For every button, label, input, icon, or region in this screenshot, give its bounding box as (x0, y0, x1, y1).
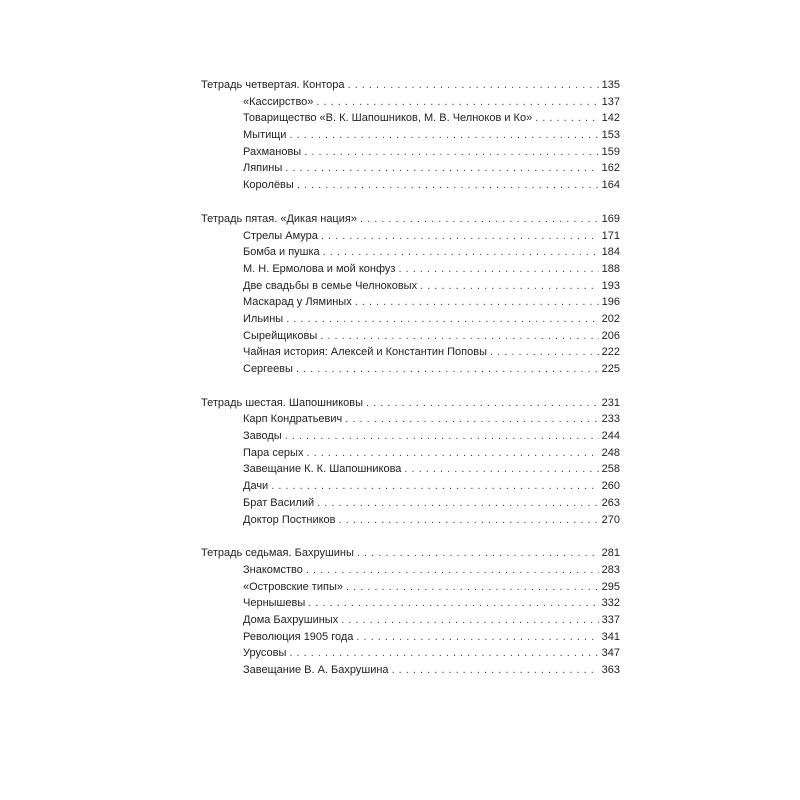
dot-leader (398, 261, 598, 278)
page-number: 337 (601, 613, 620, 626)
entry-title: Завещание В. А. Бахрушина (243, 664, 389, 676)
toc-section-heading (201, 545, 620, 562)
entry-title: Завещание К. К. Шапошникова (243, 463, 402, 476)
toc-entry (201, 411, 620, 428)
dot-leader (289, 645, 598, 662)
dot-leader (355, 294, 599, 311)
dot-leader (297, 177, 599, 194)
page-number: 188 (601, 262, 620, 275)
toc-entry (201, 595, 620, 612)
page-number: 169 (601, 212, 620, 225)
toc-entry (201, 127, 620, 144)
entry-title: «Кассирство» (243, 95, 314, 108)
toc-entry (201, 311, 620, 328)
dot-leader (296, 361, 599, 378)
page-number: 142 (601, 112, 620, 125)
entry-title: Пара серых (243, 446, 304, 459)
page-number: 206 (601, 329, 620, 342)
toc-section-heading (201, 395, 620, 412)
page-number: 222 (601, 346, 620, 359)
toc-entry (201, 228, 620, 245)
dot-leader (348, 77, 599, 94)
toc-entry (201, 361, 620, 378)
dot-leader (339, 512, 599, 529)
dot-leader (341, 612, 598, 629)
entry-title: Стрелы Амура (243, 229, 318, 242)
dot-leader (366, 395, 599, 412)
dot-leader (286, 311, 598, 328)
entry-title: Ляпины (243, 162, 283, 175)
page-number: 184 (601, 246, 620, 259)
entry-title: Брат Василий (243, 496, 315, 509)
entry-title: Тетрадь шестая. Шапошниковы (201, 396, 363, 409)
toc-entry (201, 478, 620, 495)
toc-entry (201, 328, 620, 345)
page-number: 231 (601, 396, 620, 409)
entry-title: Сергеевы (243, 363, 293, 375)
entry-title: Рахмановы (243, 145, 302, 158)
page-number: 244 (601, 430, 620, 443)
dot-leader (321, 228, 599, 245)
dot-leader (306, 562, 599, 579)
dot-leader (308, 595, 598, 612)
dot-leader (404, 461, 598, 478)
dot-leader (535, 110, 598, 127)
toc-entry (201, 94, 620, 111)
entry-title: Мытищи (243, 129, 287, 142)
dot-leader (420, 278, 599, 295)
page-number: 225 (601, 363, 620, 375)
entry-title: Дома Бахрушиных (243, 613, 339, 626)
page-number: 153 (601, 129, 620, 142)
dot-leader (392, 662, 599, 679)
page-number: 162 (601, 162, 620, 175)
toc-entry (201, 562, 620, 579)
toc-section-heading (201, 211, 620, 228)
toc-entry (201, 110, 620, 127)
toc-entry (201, 261, 620, 278)
page-number: 295 (601, 580, 620, 593)
entry-title: Тетрадь седьмая. Бахрушины (201, 547, 354, 560)
toc-section (201, 545, 620, 679)
dot-leader (317, 495, 599, 512)
page-number: 332 (601, 597, 620, 610)
entry-title: Чайная история: Алексей и Константин Поповы (243, 346, 488, 359)
toc-entry (201, 344, 620, 361)
entry-title: Карп Кондратьевич (243, 413, 343, 426)
dot-leader (357, 545, 599, 562)
page-number: 159 (601, 145, 620, 158)
dot-leader (289, 127, 598, 144)
page-number: 363 (601, 664, 620, 676)
toc-entry (201, 495, 620, 512)
toc-entry (201, 244, 620, 261)
entry-title: Ильины (243, 312, 284, 325)
page-number: 341 (601, 630, 620, 643)
entry-title: Дачи (243, 480, 269, 493)
entry-title: Доктор Постников (243, 513, 336, 526)
dot-leader (285, 428, 599, 445)
toc-section-heading (201, 77, 620, 94)
dot-leader (323, 244, 599, 261)
page-number: 258 (601, 463, 620, 476)
toc-section (201, 211, 620, 378)
page-number: 135 (601, 79, 620, 91)
toc-entry (201, 428, 620, 445)
dot-leader (356, 629, 598, 646)
toc-entry (201, 629, 620, 646)
page-number: 347 (601, 647, 620, 660)
page-number: 233 (601, 413, 620, 426)
entry-title: Королёвы (243, 179, 294, 192)
toc-entry (201, 160, 620, 177)
page-number: 196 (601, 296, 620, 309)
entry-title: Чернышевы (243, 597, 306, 610)
dot-leader (346, 579, 599, 596)
page-number: 164 (601, 179, 620, 192)
page-number: 270 (601, 513, 620, 526)
entry-title: Товарищество «В. К. Шапошников, М. В. Челноков и Ко» (243, 112, 533, 125)
entry-title: Маскарад у Ляминых (243, 296, 352, 309)
toc-entry (201, 579, 620, 596)
toc-entry (201, 512, 620, 529)
dot-leader (345, 411, 598, 428)
entry-title: Урусовы (243, 647, 287, 660)
page-number: 171 (601, 229, 620, 242)
dot-leader (316, 94, 598, 111)
toc-entry (201, 461, 620, 478)
page-number: 281 (601, 547, 620, 560)
dot-leader (320, 328, 598, 345)
toc-entry (201, 177, 620, 194)
dot-leader (360, 211, 599, 228)
toc-section (201, 395, 620, 529)
page-number: 263 (601, 496, 620, 509)
dot-leader (271, 478, 598, 495)
entry-title: Заводы (243, 430, 282, 443)
page-number: 193 (601, 279, 620, 292)
page-number: 260 (601, 480, 620, 493)
entry-title: «Островские типы» (243, 580, 343, 593)
page-number: 248 (601, 446, 620, 459)
entry-title: Тетрадь четвертая. Контора (201, 79, 345, 91)
toc-entry (201, 144, 620, 161)
toc-section (201, 77, 620, 194)
dot-leader (285, 160, 598, 177)
dot-leader (306, 445, 598, 462)
page-number: 137 (601, 95, 620, 108)
entry-title: Знакомство (243, 563, 303, 576)
entry-title: Сырейщиковы (243, 329, 318, 342)
toc-entry (201, 294, 620, 311)
entry-title: Бомба и пушка (243, 246, 320, 259)
entry-title: Две свадьбы в семье Челноковых (243, 279, 418, 292)
dot-leader (304, 144, 598, 161)
entry-title: Революция 1905 года (243, 630, 354, 643)
entry-title: М. Н. Ермолова и мой конфуз (243, 262, 396, 275)
toc-entry (201, 612, 620, 629)
toc-entry (201, 278, 620, 295)
page-number: 202 (601, 312, 620, 325)
table-of-contents (201, 77, 620, 696)
toc-entry (201, 662, 620, 679)
entry-title: Тетрадь пятая. «Дикая нация» (201, 212, 357, 225)
toc-entry (201, 445, 620, 462)
toc-entry (201, 645, 620, 662)
dot-leader (490, 344, 599, 361)
page-number: 283 (601, 563, 620, 576)
